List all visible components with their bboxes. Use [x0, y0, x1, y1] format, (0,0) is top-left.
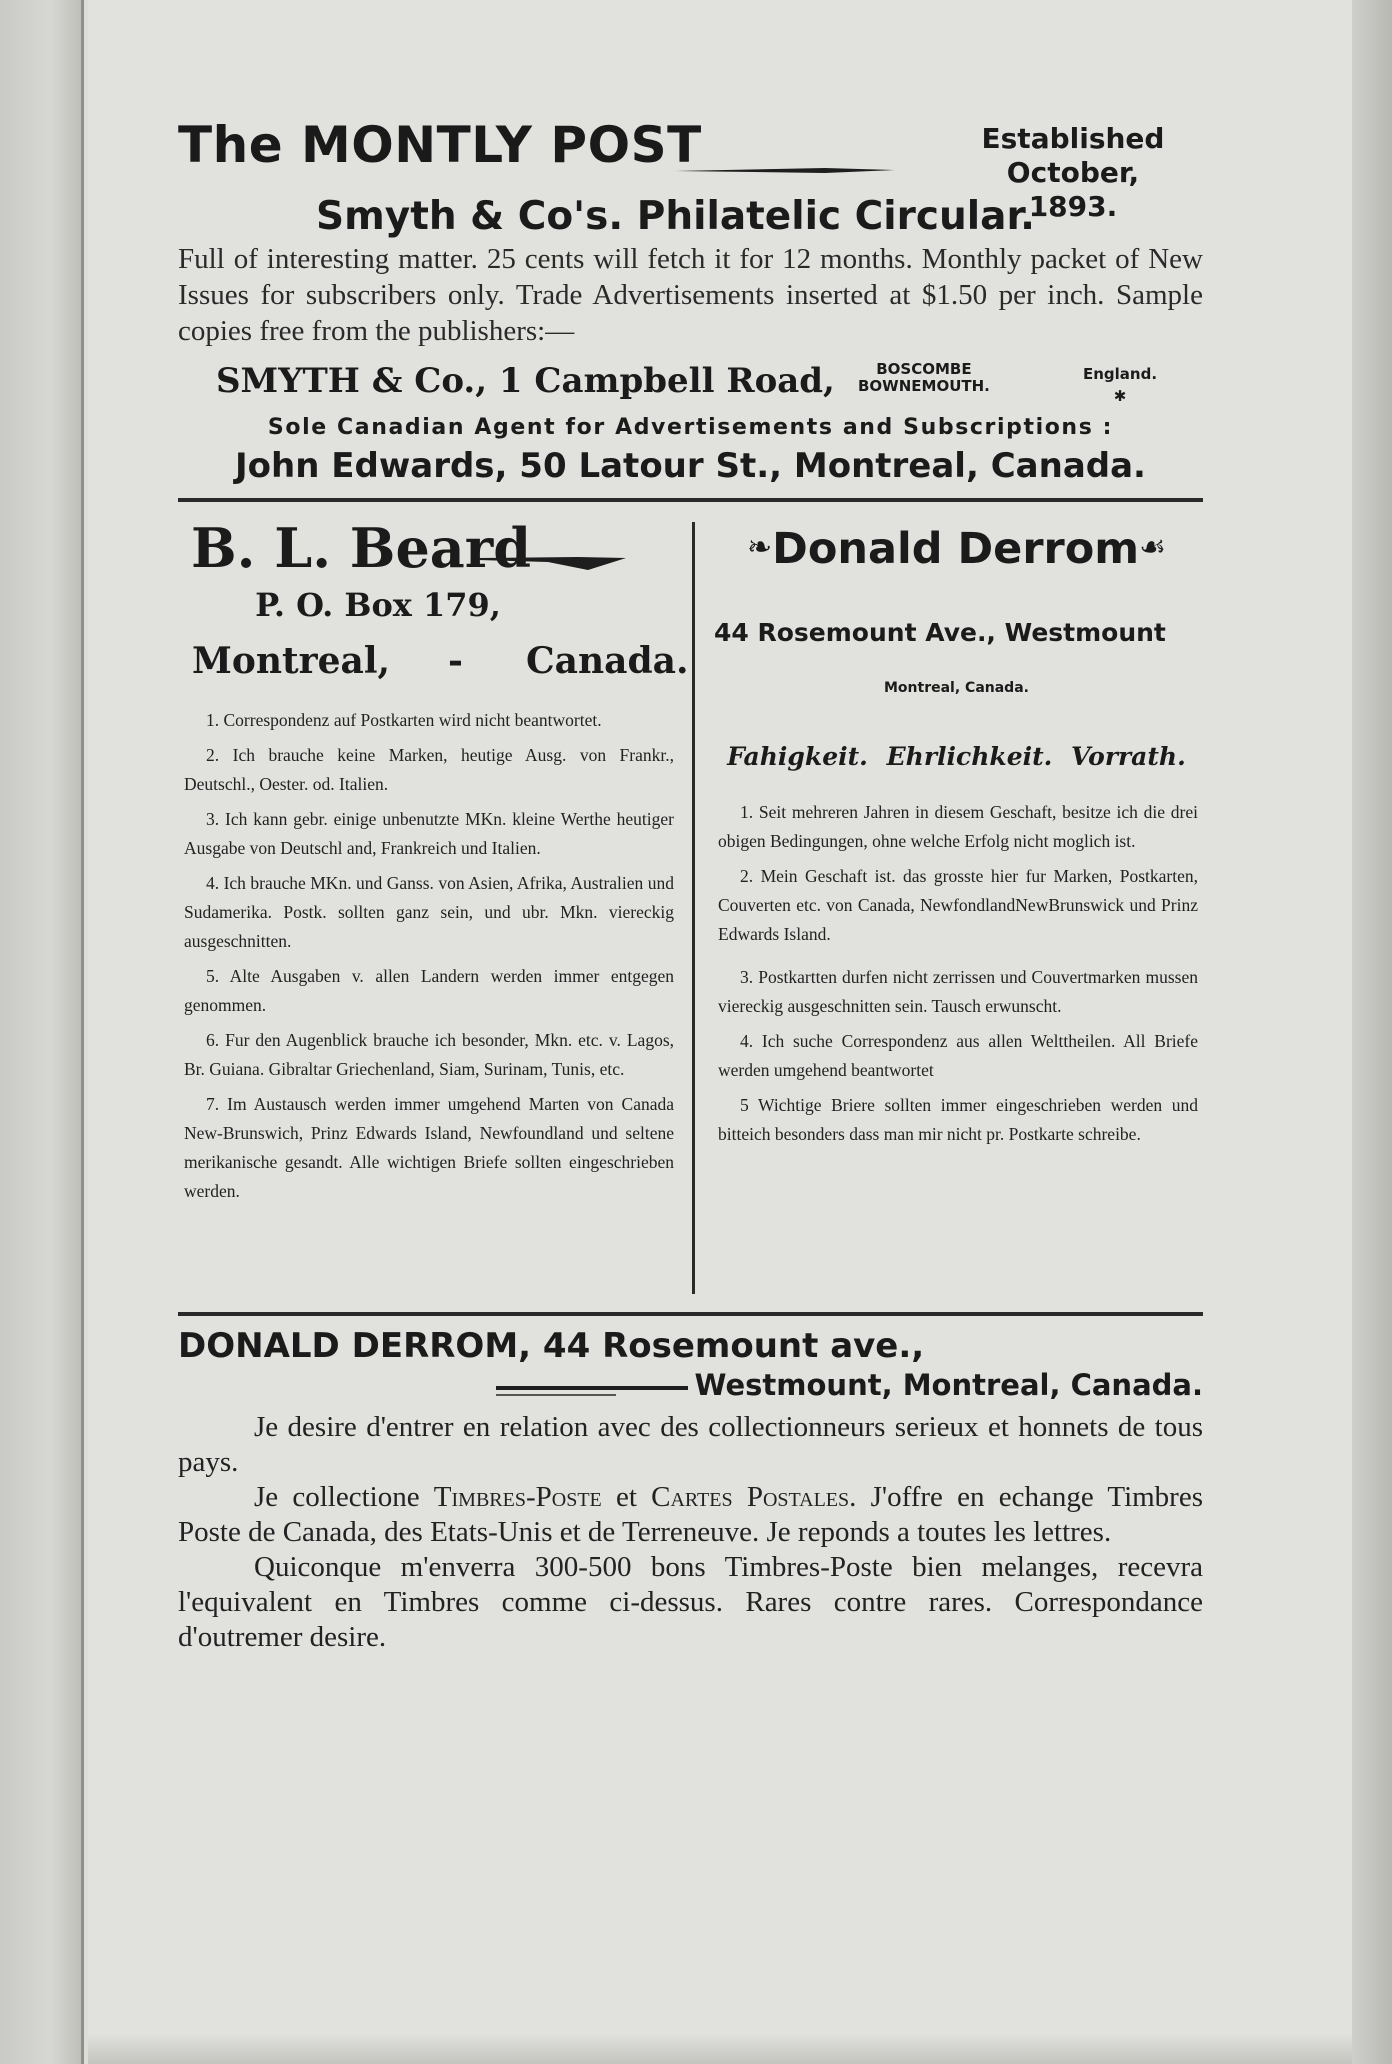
two-column-ads — [178, 502, 1203, 1312]
monthly-post-title: The MONTLY POST — [178, 116, 702, 174]
agent-name: John Edwards, 50 Latour St., Montreal, Canada. — [235, 446, 1146, 486]
derrom-item: 5 Wichtige Briere sollten immer eingeschrieben werden und bitteich besonders dass man mir nicht pr. Postkarte schreibe. — [718, 1095, 1198, 1144]
beard-item: 1. Correspondenz auf Postkarten wird nicht beantwortet. — [206, 710, 602, 730]
beard-item: 5. Alte Ausgaben v. allen Landern werden immer entgegen genommen. — [184, 966, 674, 1015]
derrom-city: Montreal, Canada. — [884, 680, 1029, 696]
country-label: England. — [1083, 365, 1158, 383]
derrom-motto: Fahigkeit. Ehrlichkeit. Vorrath. — [727, 742, 1186, 771]
derrom-item: 3. Postkartten durfen nicht zerrissen und Couvertmarken mussen viereckig ausgeschnitten sein. Tausch erwunscht. — [718, 967, 1198, 1016]
beard-item: 7. Im Austausch werden immer umgehend Marten von Canada New-Brunswich, Prinz Edwards Island, Newfoundland und seltene merikanische gesandt. Alle wichtigen Briefe sollten eingeschrieben werden. — [184, 1094, 674, 1201]
monthly-post-body: Full of interesting matter. 25 cents will fetch it for 12 months. Monthly packet of New Issues for subscribers only. Trade Advertisements inserted at $1.50 per inch. Sample copies free from the publishers:— — [178, 243, 1203, 347]
french-ad-paragraph-1: Je desire d'entrer en relation avec des collectionneurs serieux et honnets de tous pays. — [178, 1411, 1203, 1478]
asterisk-icon: ✱ — [1113, 387, 1127, 405]
derrom-item: 4. Ich suche Correspondenz aus allen Welttheilen. All Briefe werden umgehend beantwortet — [718, 1031, 1198, 1080]
beard-country: Canada. — [526, 640, 689, 682]
established-label: Established — [981, 122, 1165, 155]
title-swash-rule — [675, 166, 895, 174]
french-ad-paragraph-2 — [178, 1480, 1203, 1550]
para2-text-b: et — [601, 1481, 652, 1513]
advertisement-page — [178, 110, 1203, 1655]
beard-item: 2. Ich brauche keine Marken, heutige Ausg. von Frankr., Deutschl., Oester. od. Italien. — [184, 745, 674, 794]
beard-name: B. L. Beard — [191, 516, 532, 580]
derrom-item: 1. Seit mehreren Jahren in diesem Geschaft, besitze ich die drei obigen Bedingungen, ohne welche Erfolg nicht moglich ist. — [718, 802, 1198, 851]
derrom-name: Donald Derrom — [772, 524, 1140, 574]
beard-po-box: P. O. Box 179, — [255, 586, 501, 624]
french-ad-location: Westmount, Montreal, Canada. — [694, 1368, 1203, 1402]
french-ad-heading: DONALD DERROM, 44 Rosemount ave., — [178, 1326, 925, 1366]
beard-item: 4. Ich brauche MKn. und Ganss. von Asien, Afrika, Australien und Sudamerika. Postk. sollten ganz sein, und ubr. Mkn. viereckig ausgeschnitten. — [184, 873, 674, 951]
publisher-country — [1083, 363, 1157, 407]
french-ad-location-row — [178, 1366, 1203, 1410]
para2-smallcaps-1: Timbres-Poste — [433, 1481, 602, 1513]
section-divider — [178, 1312, 1203, 1316]
location-rule-thin — [496, 1394, 616, 1396]
location-rule — [496, 1386, 688, 1390]
derrom-name-line — [710, 524, 1203, 574]
left-ornament-icon: ❧ — [746, 530, 773, 565]
page-bottom-shadow — [88, 2034, 1352, 2064]
publisher-address-row — [178, 355, 1203, 415]
derrom-french-ad — [178, 1312, 1203, 1655]
publisher-place — [858, 361, 990, 395]
right-page-edge — [1352, 0, 1392, 2064]
place-line-1: BOSCOMBE — [876, 360, 972, 378]
established-date: October, 1893. — [1006, 156, 1140, 223]
established-block — [958, 122, 1188, 224]
column-divider — [692, 522, 695, 1294]
right-ornament-icon: ☙ — [1139, 530, 1167, 565]
french-ad-paragraph-3: Quiconque m'enverra 300-500 bons Timbres-Poste bien melanges, recevra l'equivalent en Timbres comme ci-dessus. Rares contre rares. Correspondance d'outremer desire. — [178, 1551, 1203, 1653]
beard-item: 6. Fur den Augenblick brauche ich besonder, Mkn. etc. v. Lagos, Br. Guiana. Gibraltar Griechenland, Siam, Surinam, Tunis, etc. — [184, 1030, 674, 1079]
derrom-address: 44 Rosemount Ave., Westmount — [714, 618, 1166, 647]
agent-heading: Sole Canadian Agent for Advertisements and Subscriptions : — [267, 415, 1114, 440]
beard-separator: - — [448, 640, 463, 682]
derrom-item: 2. Mein Geschaft ist. das grosste hier fur Marken, Postkarten, Couverten etc. von Canada, NewfondlandNewBrunswick und Prinz Edwards Island. — [718, 866, 1198, 944]
para2-text-c: . J'offre en echange Timbres Poste de Canada, des Etats-Unis et de Terreneuve. Je reponds a toutes les lettres. — [178, 1481, 1203, 1548]
beard-items — [184, 706, 674, 1206]
derrom-items — [718, 798, 1198, 1149]
publisher-name: SMYTH & Co., 1 Campbell Road, — [216, 361, 835, 401]
place-line-2: BOWNEMOUTH. — [858, 377, 990, 395]
beard-item: 3. Ich kann gebr. einige unbenutzte MKn. kleine Werthe heutiger Ausgabe von Deutschl and, Frankreich und Italien. — [184, 809, 674, 858]
monthly-post-subtitle: Smyth & Co's. Philatelic Circular. — [316, 194, 1035, 239]
para2-text-a: Je collectione — [254, 1481, 434, 1513]
para2-smallcaps-2: Cartes Postales — [651, 1481, 850, 1513]
monthly-post-ad — [178, 110, 1203, 502]
beard-swash-rule — [478, 554, 626, 574]
left-page-edge — [0, 0, 84, 2064]
beard-city: Montreal, — [192, 640, 391, 682]
